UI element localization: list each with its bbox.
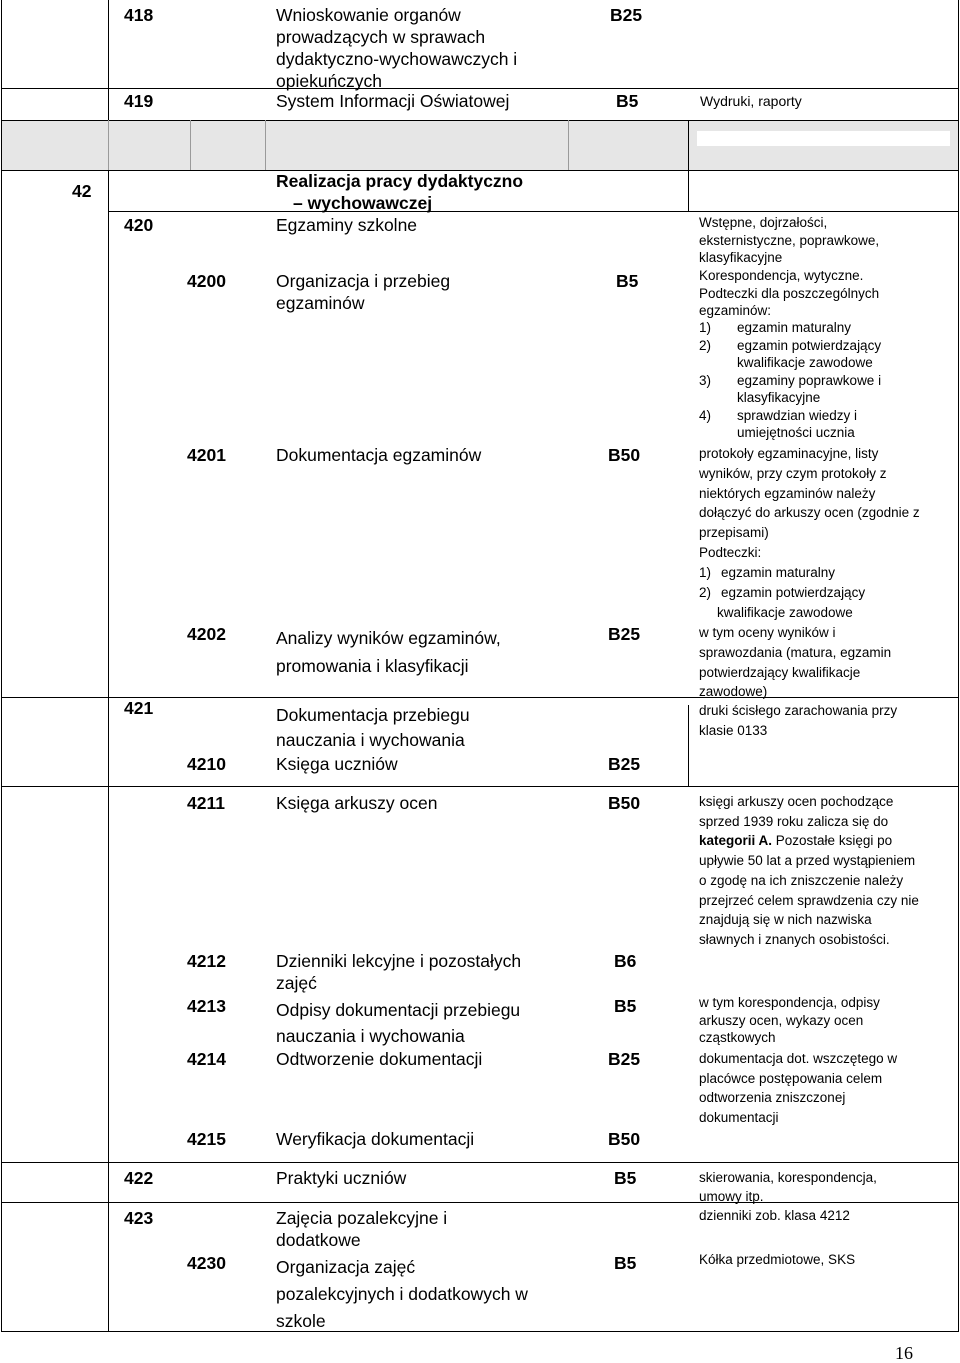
- row-4200-notes: Korespondencja, wytyczne. Podteczki dla poszczególnych egzaminów:: [699, 268, 880, 318]
- row-4201-title: Dokumentacja egzaminów: [276, 445, 482, 465]
- row-4210-category: B25: [608, 754, 641, 774]
- row-421-code: 421: [124, 698, 154, 718]
- row-4202-category: B25: [608, 624, 641, 644]
- row-419-code: 419: [124, 91, 154, 111]
- row-4215-code: 4215: [187, 1129, 226, 1149]
- row-4201-notes: protokoły egzaminacyjne, listy wyników, przy czym protokoły z niektórych egzaminów należy dołączyć do arkuszy ocen (zgodnie z przepisami) Podteczki:: [699, 446, 920, 560]
- row-4230-notes: Kółka przedmiotowe, SKS: [699, 1252, 856, 1267]
- row-418-category: B25: [610, 5, 643, 25]
- empty-white-cell: [697, 131, 950, 146]
- row-4213-code: 4213: [187, 996, 226, 1016]
- group-42-title: Realizacja pracy dydaktyczno – wychowawczej: [276, 171, 524, 213]
- category-a-bold: kategorii A.: [699, 833, 773, 849]
- row-422-code: 422: [124, 1168, 154, 1188]
- row-4201-code: 4201: [187, 445, 226, 465]
- row-420-code: 420: [124, 215, 154, 235]
- row-421-title: Dokumentacja przebiegu nauczania i wychowania: [276, 705, 470, 750]
- row-419-title: System Informacji Oświatowej: [276, 91, 510, 111]
- list-item: 2) egzamin potwierdzający: [699, 584, 866, 600]
- row-4214-category: B25: [608, 1049, 641, 1069]
- row-419-category: B5: [616, 91, 639, 111]
- row-4215-title: Weryfikacja dokumentacji: [276, 1129, 475, 1149]
- row-4230-code: 4230: [187, 1253, 226, 1273]
- row-423-title: Zajęcia pozalekcyjne i dodatkowe: [276, 1208, 448, 1250]
- row-422-category: B5: [614, 1168, 637, 1188]
- row-4202-code: 4202: [187, 624, 226, 644]
- row-4211-notes: księgi arkuszy ocen pochodzące sprzed 1939 roku zalicza się do kategorii A. Pozostałe księgi po upływie 50 lat a przed wystąpieniem o zgodę na ich zniszczenie należy przejrzeć celem sprawdzenia czy nie znajdują się w nich nazwiska sławnych i znanych osobistości.: [699, 794, 919, 947]
- row-4213-category: B5: [614, 996, 637, 1016]
- row-4211-title: Księga arkuszy ocen: [276, 793, 438, 813]
- page-number: 16: [895, 1343, 913, 1363]
- list-item: 3) egzaminy poprawkowe i: [699, 372, 882, 388]
- row-4210-title: Księga uczniów: [276, 754, 398, 774]
- row-4213-notes: w tym korespondencja, odpisy arkuszy ocen, wykazy ocen cząstkowych: [699, 995, 880, 1045]
- row-4211-category: B50: [608, 793, 641, 813]
- row-4200-category: B5: [616, 271, 639, 291]
- row-423-code: 423: [124, 1208, 154, 1228]
- row-4212-title: Dzienniki lekcyjne i pozostałych zajęć: [276, 951, 522, 993]
- row-422-title: Praktyki uczniów: [276, 1168, 407, 1188]
- row-4230-category: B5: [614, 1253, 637, 1273]
- row-4230-title: Organizacja zajęć pozalekcyjnych i dodatkowych w szkole: [276, 1257, 528, 1331]
- row-4201-category: B50: [608, 445, 641, 465]
- list-item: 4) sprawdzian wiedzy i: [699, 407, 858, 423]
- group-42-code: 42: [72, 181, 92, 201]
- row-423-notes: dzienniki zob. klasa 4212: [699, 1208, 850, 1223]
- row-4201-list: 1) egzamin maturalny 2) egzamin potwierdzający kwalifikacje zawodowe: [699, 565, 866, 620]
- row-419-notes: Wydruki, raporty: [700, 93, 802, 109]
- row-420-notes: Wstępne, dojrzałości, eksternistyczne, poprawkowe, klasyfikacyjne: [699, 215, 880, 265]
- row-4214-title: Odtworzenie dokumentacji: [276, 1049, 483, 1069]
- list-item: 2) egzamin potwierdzający: [699, 337, 882, 353]
- list-item: 1) egzamin maturalny: [699, 320, 852, 335]
- row-4200-list: 1) egzamin maturalny 2) egzamin potwierdzający kwalifikacje zawodowe 3) egzaminy poprawkowe i klasyfikacyjne 4) sprawdzian wiedzy i umiejętności ucznia: [699, 320, 882, 440]
- row-4210-code: 4210: [187, 754, 226, 774]
- row-422-notes: skierowania, korespondencja, umowy itp.: [699, 1170, 877, 1204]
- row-4212-code: 4212: [187, 951, 226, 971]
- row-418-code: 418: [124, 5, 154, 25]
- row-418-title: Wnioskowanie organów prowadzących w sprawach dydaktyczno-wychowawczych i opiekuńczych: [276, 5, 518, 91]
- row-4215-category: B50: [608, 1129, 641, 1149]
- row-4200-code: 4200: [187, 271, 226, 291]
- row-4211-code: 4211: [187, 793, 225, 813]
- row-4200-title: Organizacja i przebieg egzaminów: [276, 271, 451, 313]
- row-4213-title: Odpisy dokumentacji przebiegu nauczania i wychowania: [276, 1000, 521, 1046]
- row-4214-notes: dokumentacja dot. wszczętego w placówce postępowania celem odtworzenia zniszczonej dokumentacji: [699, 1051, 898, 1126]
- row-4202-title: Analizy wyników egzaminów, promowania i klasyfikacji: [276, 628, 501, 676]
- row-4212-category: B6: [614, 951, 637, 971]
- row-4214-code: 4214: [187, 1049, 226, 1069]
- row-4202-notes: w tym oceny wyników i sprawozdania (matura, egzamin potwierdzający kwalifikacje zawodowe): [699, 625, 892, 700]
- row-420-title: Egzaminy szkolne: [276, 215, 418, 235]
- row-421-notes: druki ścisłego zarachowania przy klasie 0133: [699, 703, 898, 738]
- list-item: 1) egzamin maturalny: [699, 565, 836, 580]
